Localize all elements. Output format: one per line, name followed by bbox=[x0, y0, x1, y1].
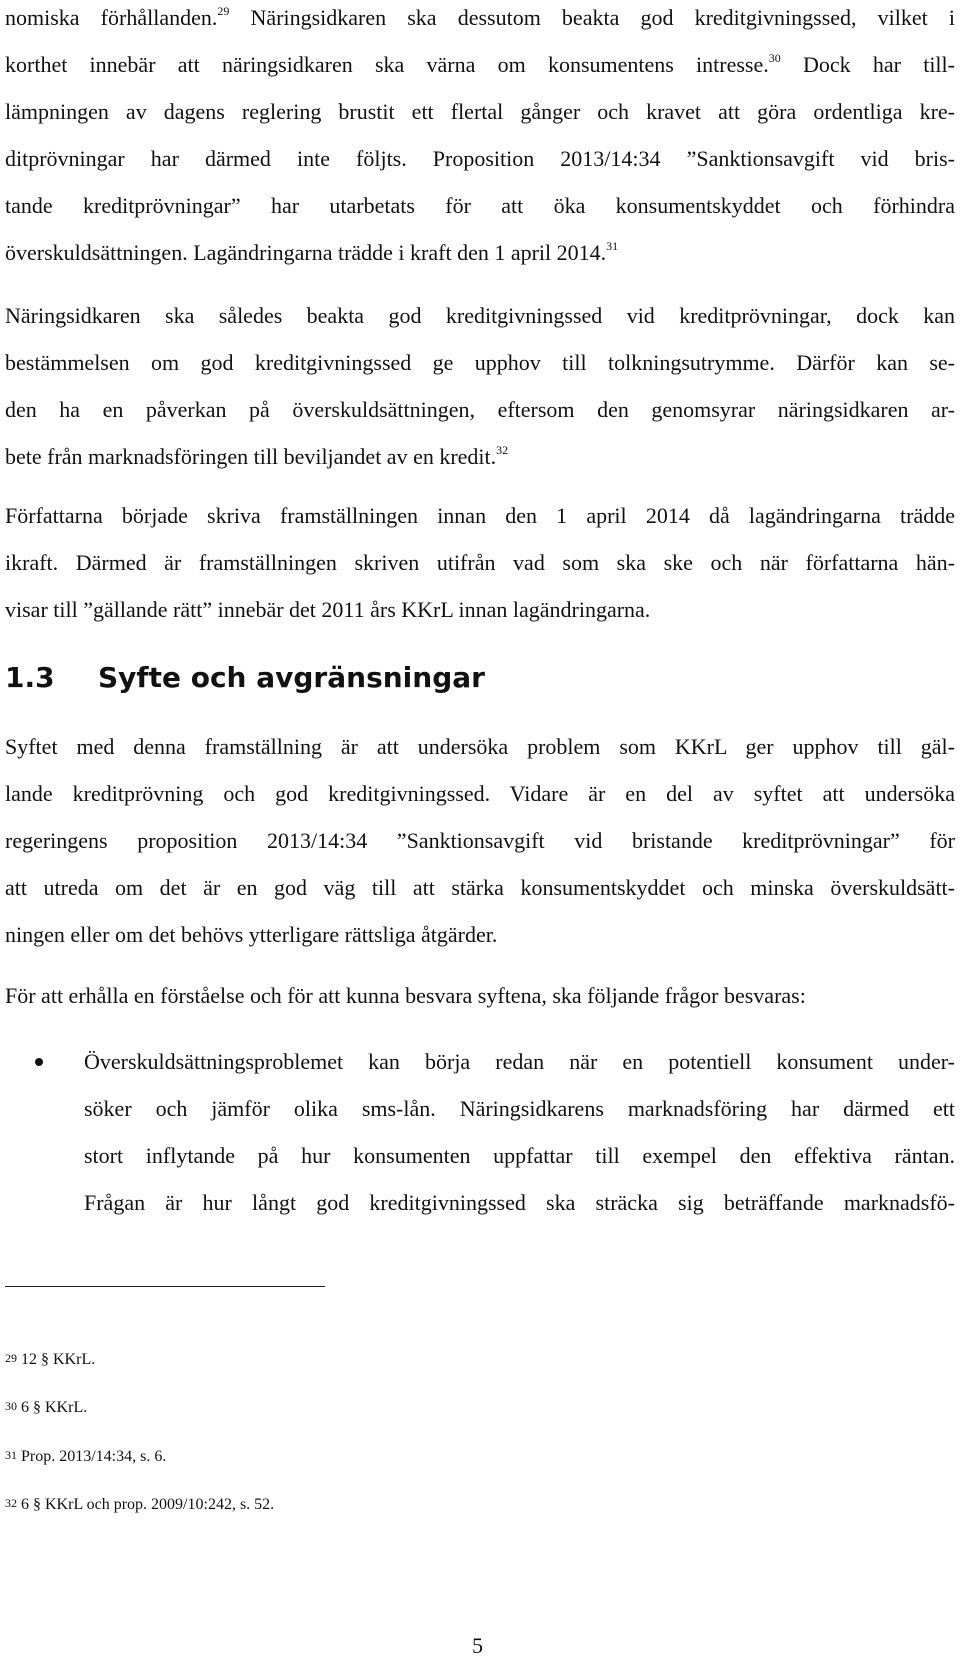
text-line: överskuldsättningen. Lagändringarna trädde i kraft den 1 april 2014.31 bbox=[5, 239, 619, 265]
paragraph-creditworthiness-background bbox=[5, 0, 955, 276]
footnote-ref[interactable]: 31 bbox=[606, 239, 619, 253]
footnote-number: 32 bbox=[5, 1496, 17, 1510]
footnote-32 bbox=[5, 1495, 274, 1515]
paragraph-authors-note bbox=[5, 492, 955, 633]
page-number: 5 bbox=[472, 1633, 483, 1658]
text-line: Frågan är hur långt god kreditgivningssed ska sträcka sig beträffande marknadsfö- bbox=[84, 1190, 955, 1215]
footnote-number: 30 bbox=[5, 1399, 17, 1413]
section-number: 1.3 bbox=[5, 661, 55, 694]
bullet-icon bbox=[35, 1058, 43, 1066]
text-line: bete från marknadsföringen till beviljandet av en kredit.$^{32}$ bbox=[5, 443, 509, 469]
paragraph-good-lending-practice bbox=[5, 292, 955, 480]
footnote-29 bbox=[5, 1350, 95, 1370]
text-line: Författarna började skriva framställningen innan den 1 april 2014 då lagändringarna trädde bbox=[5, 503, 955, 528]
text-line: tande kreditprövningar” har utarbetats för att öka konsumentskyddet och förhindra bbox=[5, 193, 955, 218]
text-line: bestämmelsen om god kreditgivningssed ge upphov till tolkningsutrymme. Därför kan se- bbox=[5, 350, 955, 375]
text-line: Överskuldsättningsproblemet kan börja redan när en potentiell konsument under- bbox=[84, 1049, 955, 1074]
footnote-number: 31 bbox=[5, 1448, 17, 1462]
footnote-text: 6 § KKrL och prop. 2009/10:242, s. 52. bbox=[21, 1496, 275, 1513]
section-title: Syfte och avgränsningar bbox=[98, 661, 485, 694]
footnote-text: 6 § KKrL. bbox=[21, 1399, 88, 1416]
footnote-ref[interactable]: 29 bbox=[217, 4, 230, 18]
footnote-number: 29 bbox=[5, 1351, 17, 1365]
text-line: För att erhålla en förståelse och för att kunna besvara syftena, ska följande frågor besvaras: bbox=[5, 983, 806, 1008]
footnote-ref[interactable]: 32 bbox=[496, 443, 509, 457]
footnote-divider bbox=[5, 1286, 325, 1287]
paragraph-questions-intro bbox=[5, 972, 955, 1019]
footnote-30 bbox=[5, 1398, 87, 1418]
text-line: visar till ”gällande rätt” innebär det 2011 års KKrL innan lagändringarna. bbox=[5, 597, 651, 622]
text-line: ikraft. Därmed är framställningen skriven utifrån vad som ska ske och när författarna hän- bbox=[5, 550, 955, 575]
text-line: Syftet med denna framställning är att undersöka problem som KKrL ger upphov till gäl- bbox=[5, 734, 955, 759]
question-list bbox=[5, 1038, 955, 1226]
text-line: den ha en påverkan på överskuldsättningen, eftersom den genomsyrar näringsidkaren ar- bbox=[5, 397, 955, 422]
footnote-31 bbox=[5, 1447, 166, 1467]
footnote-text: 12 § KKrL. bbox=[21, 1351, 96, 1368]
paragraph-purpose bbox=[5, 723, 955, 958]
section-heading bbox=[5, 658, 485, 698]
text-line: Näringsidkaren ska således beakta god kreditgivningssed vid kreditprövningar, dock kan bbox=[5, 303, 955, 328]
list-item bbox=[5, 1038, 955, 1226]
text-line: söker och jämför olika sms-lån. Näringsidkarens marknadsföring har därmed ett bbox=[84, 1096, 955, 1121]
footnote-ref[interactable]: 30 bbox=[768, 51, 781, 65]
text-line: korthet innebär att näringsidkaren ska värna om konsumentens intresse.$^{30}$ Dock har till- bbox=[5, 51, 955, 77]
text-line: nomiska förhållanden.$^{29}$ Näringsidkaren ska dessutom beakta god kreditgivningssed, vilket i bbox=[5, 4, 955, 30]
text-line: ditprövningar har därmed inte följts. Proposition 2013/14:34 ”Sanktionsavgift vid bris- bbox=[5, 146, 955, 171]
text-line: stort inflytande på hur konsumenten uppfattar till exempel den effektiva räntan. bbox=[84, 1143, 955, 1168]
text-line: regeringens proposition 2013/14:34 ”Sanktionsavgift vid bristande kreditprövningar” för bbox=[5, 828, 955, 853]
text-line: ningen eller om det behövs ytterligare rättsliga åtgärder. bbox=[5, 922, 498, 947]
text-line: att utreda om det är en god väg till att stärka konsumentskyddet och minska överskuldsätt- bbox=[5, 875, 955, 900]
text-line: lande kreditprövning och god kreditgivningssed. Vidare är en del av syftet att undersöka bbox=[5, 781, 955, 806]
text-line: lämpningen av dagens reglering brustit ett flertal gånger och kravet att göra ordentliga kre- bbox=[5, 99, 955, 124]
footnote-text: Prop. 2013/14:34, s. 6. bbox=[21, 1448, 167, 1465]
